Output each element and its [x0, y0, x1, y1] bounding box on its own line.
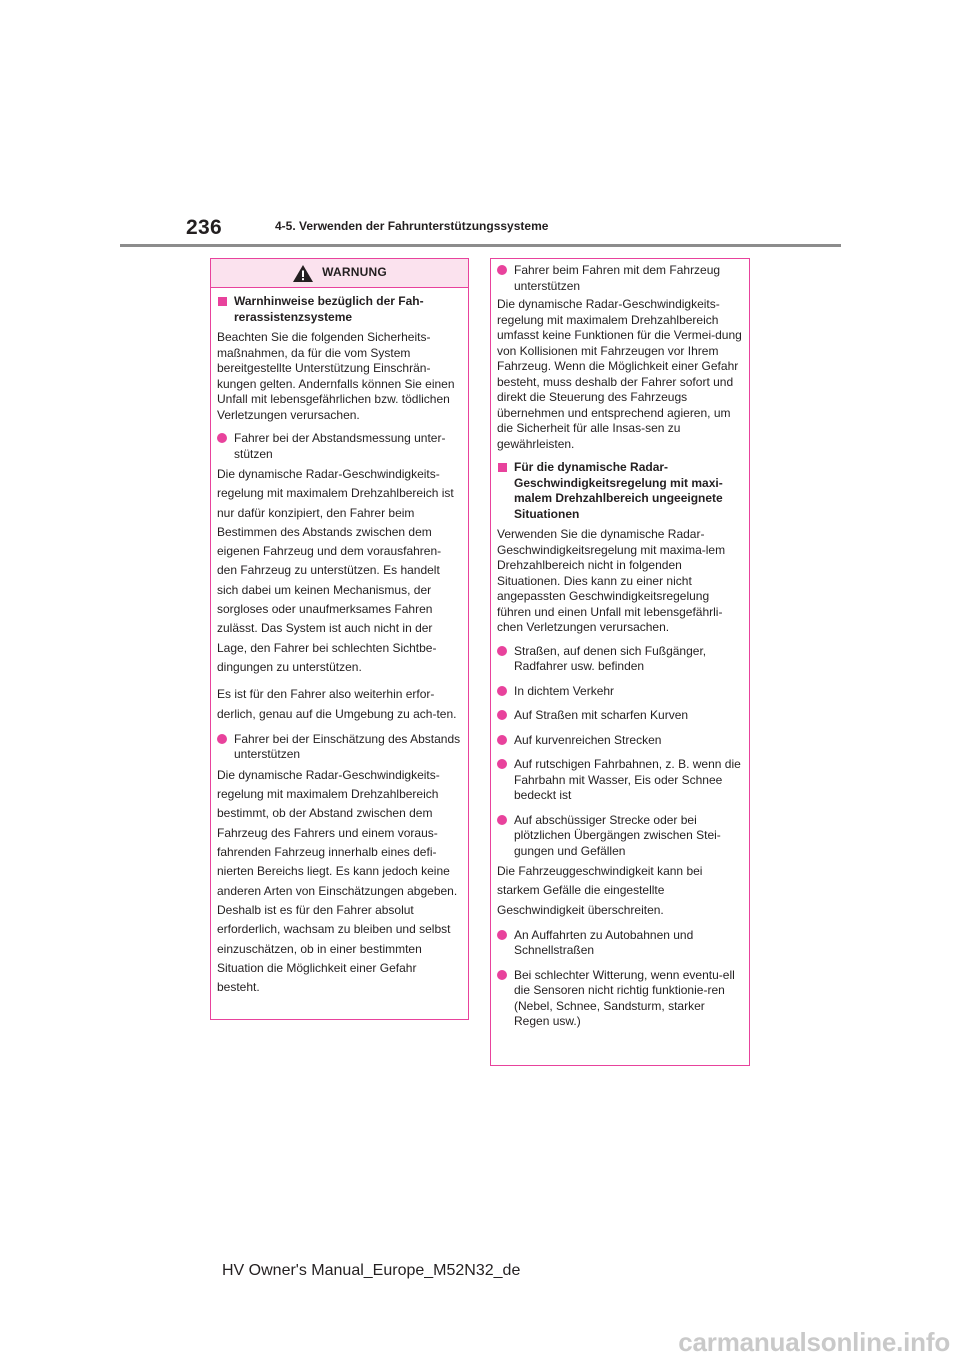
section-title: 4-5. Verwenden der Fahrunterstützungssysteme: [275, 219, 549, 233]
round-bullet-icon: [497, 646, 507, 656]
warning-heading: [217, 294, 461, 325]
bullet-title: Fahrer bei der Einschätzung des Abstands unterstützen: [234, 731, 461, 762]
round-bullet-icon: [217, 734, 227, 744]
list-item: [497, 644, 742, 675]
situations-heading-text: Für die dynamische Radar-Geschwindigkeitsregelung mit maxi-malem Drehzahlbereich ungeeignete Situationen: [514, 460, 723, 521]
list-item: [497, 733, 742, 749]
warning-heading-text: Warnhinweise bezüglich der Fah-rerassistenzsysteme: [234, 294, 424, 324]
warning-intro: Beachten Sie die folgenden Sicherheits-maßnahmen, da für die vom System bereitgestellte Unterstützung Einschrän-kungen gelten. Andernfalls können Sie einen Unfall mit lebensgefährlichen bzw. tödlichen Verletzungen verursachen.: [217, 330, 455, 422]
list-item-text: An Auffahrten zu Autobahnen und Schnellstraßen: [514, 927, 694, 958]
list-item-text: Auf kurvenreichen Strecken: [514, 732, 662, 747]
list-item: [497, 813, 742, 860]
round-bullet-icon: [497, 710, 507, 720]
bullet-item: [217, 732, 461, 763]
bullet-item: [497, 263, 742, 294]
round-bullet-icon: [497, 735, 507, 745]
bullet-body: Es ist für den Fahrer also weiterhin erfor-derlich, genau auf die Umgebung zu ach-ten.: [217, 687, 457, 721]
round-bullet-icon: [217, 433, 227, 443]
bullet-body: Die dynamische Radar-Geschwindigkeits-regelung mit maximalem Drehzahlbereich bestimmt, ob der Abstand zwischen dem Fahrzeug des Fahrers und einem voraus-fahrenden Fahrzeug innerhalb eines defi-nierten Bereichs liegt. Es kann jedoch keine anderen Arten von Einschätzungen abgeben. Deshalb ist es für den Fahrer absolut erforderlich, wachsam zu bleiben und selbst einzuschätzen, ob in einer bestimmten Situation die Möglichkeit einer Gefahr besteht.: [217, 767, 458, 995]
round-bullet-icon: [497, 970, 507, 980]
manual-footer: HV Owner's Manual_Europe_M52N32_de: [222, 1262, 521, 1279]
list-item: [497, 968, 742, 1030]
situations-intro: Verwenden Sie die dynamische Radar-Geschwindigkeitsregelung mit maxima-lem Drehzahlbereich nicht in folgenden Situationen. Dies kann zu einer nicht angepassten Geschwindigkeitsregelung führen und einen Unfall mit lebensgefährli-chen Verletzungen verursachen.: [497, 527, 726, 634]
slope-note: Die Fahrzeuggeschwindigkeit kann bei starkem Gefälle die eingestellte Geschwindigkeit überschreiten.: [497, 864, 703, 917]
round-bullet-icon: [497, 686, 507, 696]
list-item: [497, 928, 742, 959]
bullet-title: Fahrer bei der Abstandsmessung unter-stützen: [234, 431, 446, 461]
bullet-body: Die dynamische Radar-Geschwindigkeits-regelung mit maximalem Drehzahlbereich umfasst keine Funktionen für die Vermei-dung von Kollisionen mit Fahrzeugen vor Ihrem Fahrzeug. Wenn die Möglichkeit einer Gefahr besteht, muss deshalb der Fahrer sofort und direkt die Steuerung des Fahrzeugs übernehmen und entsprechend agieren, um die Sicherheit für alle Insas-sen zu gewährleisten.: [497, 297, 742, 451]
list-item: [497, 757, 742, 804]
warning-box-right: [490, 258, 750, 1066]
list-item: [497, 708, 742, 724]
bullet-item: [217, 431, 461, 462]
warning-header: [211, 259, 468, 288]
header-rule: [120, 244, 841, 247]
watermark[interactable]: carmanualsonline.info: [678, 1327, 950, 1357]
warning-label: WARNUNG: [322, 265, 387, 280]
square-bullet-icon: [218, 297, 227, 306]
square-bullet-icon: [498, 463, 507, 472]
round-bullet-icon: [497, 759, 507, 769]
list-item-text: Auf Straßen mit scharfen Kurven: [514, 708, 689, 722]
list-item: [497, 684, 742, 700]
list-item-text: Straßen, auf denen sich Fußgänger, Radfahrer usw. befinden: [514, 643, 707, 673]
round-bullet-icon: [497, 930, 507, 940]
list-item-text: Auf rutschigen Fahrbahnen, z. B. wenn die Fahrbahn mit Wasser, Eis oder Schnee bedeckt ist: [514, 757, 741, 802]
bullet-body: Die dynamische Radar-Geschwindigkeits-regelung mit maximalem Drehzahlbereich ist nur dafür konzipiert, den Fahrer beim Bestimmen des Abstands zwischen dem eigenen Fahrzeug und dem vorausfahren-den Fahrzeug zu unterstützen. Es handelt sich dabei um keinen Mechanismus, der sorgloses oder unaufmerksames Fahren zulässt. Das System ist auch nicht in der Lage, den Fahrer bei schlechten Sichtbe-dingungen zu unterstützen.: [217, 467, 454, 674]
warning-box-left: [210, 258, 469, 1020]
bullet-title: Fahrer beim Fahren mit dem Fahrzeug unterstützen: [514, 263, 721, 293]
round-bullet-icon: [497, 815, 507, 825]
round-bullet-icon: [497, 265, 507, 275]
list-item-text: In dichtem Verkehr: [514, 683, 615, 698]
warning-triangle-icon: [292, 264, 314, 283]
situations-heading: [497, 460, 742, 522]
list-item-text: Auf abschüssiger Strecke oder bei plötzlichen Übergängen zwischen Stei-gungen und Gefällen: [514, 812, 721, 858]
page-number: 236: [186, 216, 222, 239]
list-item-text: Bei schlechter Witterung, wenn eventu-ell die Sensoren nicht richtig funktionie-ren (Nebel, Schnee, Sandsturm, starker Regen usw.): [514, 967, 735, 1029]
